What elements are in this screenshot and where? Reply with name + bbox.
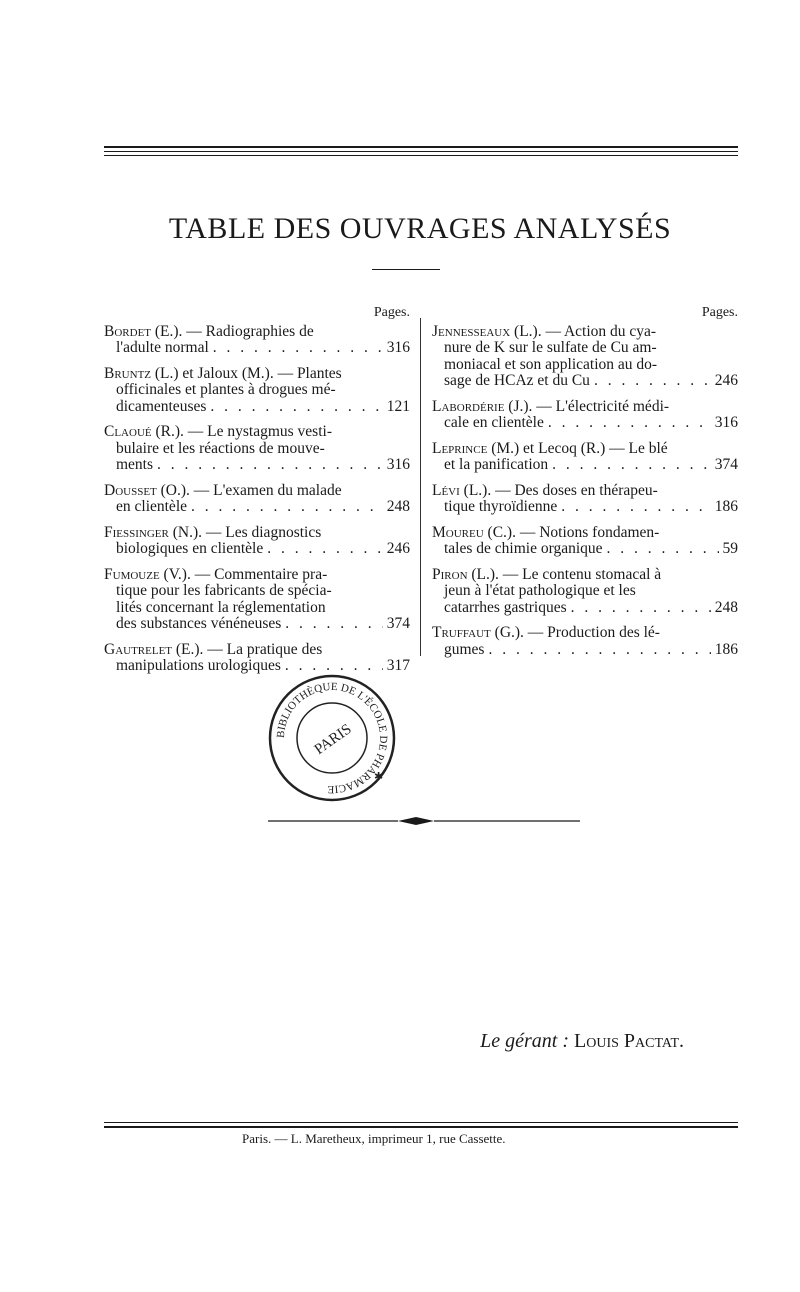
entry-text: (O.). — L'examen du malade <box>160 481 342 499</box>
bottom-rule-1 <box>104 1122 738 1123</box>
entry-text: et la panification <box>444 456 549 473</box>
entry-text: moniacal et son application au do- <box>444 355 658 373</box>
entry-text: dicamenteuses <box>116 397 207 415</box>
entry-line <box>432 340 738 357</box>
entry-line <box>432 483 738 500</box>
author-name: Bordet <box>104 322 152 340</box>
entry-last-line <box>432 541 738 558</box>
entry-text: (L.) et Jaloux (M.). — Plantes <box>154 364 342 382</box>
leader-dots <box>548 415 711 432</box>
page-number: 248 <box>386 498 410 515</box>
entry-last-line <box>104 340 410 357</box>
stamp-center: PARIS <box>311 721 355 758</box>
entry-last-line <box>104 541 410 558</box>
entry-text: bulaire et les réactions de mouve- <box>116 439 325 457</box>
leader-dots <box>285 616 382 633</box>
page-number: 316 <box>386 339 410 356</box>
leader-dots <box>157 457 383 474</box>
entry-line <box>104 424 410 441</box>
page-number: 59 <box>722 540 738 557</box>
author-name: Piron <box>432 565 468 583</box>
left-column <box>104 305 410 684</box>
author-name: Moureu <box>432 523 484 541</box>
index-entry <box>432 525 738 558</box>
entry-text: biologiques en clientèle <box>116 540 264 557</box>
index-entry <box>432 441 738 474</box>
entry-text: l'adulte normal <box>116 339 209 356</box>
entry-text: (L.). — Le contenu stomacal à <box>471 565 662 583</box>
entry-text: (R.). — Le nystagmus vesti- <box>155 423 332 440</box>
entry-text: des substances vénéneuses <box>116 615 282 632</box>
page-number: 246 <box>714 372 738 389</box>
entry-last-line <box>432 642 738 659</box>
entry-text: (M.) et Lecoq (R.) — Le blé <box>491 439 668 457</box>
imprint-line: Paris. — L. Maretheux, imprimeur 1, rue Cassette. <box>242 1131 506 1146</box>
ornament-divider <box>268 812 580 830</box>
author-name: Truffaut <box>432 624 491 641</box>
page-title: TABLE DES OUVRAGES ANALYSÉS <box>168 212 672 245</box>
title-underline <box>372 269 440 270</box>
index-entry <box>432 399 738 432</box>
entry-text: sage de HCAz et du Cu <box>444 372 590 389</box>
leader-dots <box>607 541 719 558</box>
author-name: Fiessinger <box>104 523 169 541</box>
entry-text: (L.). — Action du cya- <box>514 322 657 340</box>
entry-last-line <box>104 399 410 416</box>
gerant-name: Louis Pactat. <box>574 1030 684 1052</box>
entry-text: (E.). — Radiographies de <box>154 322 314 340</box>
entry-last-line <box>432 499 738 516</box>
entry-text: tique pour les fabricants de spécia- <box>116 582 332 599</box>
entry-last-line <box>104 499 410 516</box>
entry-line <box>432 357 738 374</box>
author-name: Fumouze <box>104 565 160 583</box>
author-name: Lévi <box>432 481 460 499</box>
index-entry <box>104 567 410 633</box>
index-entry <box>104 424 410 474</box>
entry-line <box>104 525 410 542</box>
entry-text: tales de chimie organique <box>444 540 603 557</box>
gerant-signature <box>480 1030 684 1053</box>
entry-text: (C.). — Notions fondamen- <box>487 523 660 541</box>
entry-line <box>104 382 410 399</box>
leader-dots <box>561 499 711 516</box>
page-number: 317 <box>386 657 410 674</box>
entry-line <box>432 441 738 458</box>
entry-last-line <box>432 600 738 617</box>
entry-last-line <box>432 457 738 474</box>
entry-line <box>432 399 738 416</box>
entry-text: (V.). — Commentaire pra- <box>163 565 328 583</box>
entry-text: (L.). — Des doses en thérapeu- <box>463 481 658 499</box>
entry-text: ments <box>116 456 154 473</box>
leader-dots <box>267 541 383 558</box>
entry-line <box>104 642 410 659</box>
index-entry <box>104 483 410 516</box>
top-rule-2 <box>104 151 738 152</box>
stamp-ring-path: BIBLIOTHÈQUE DE L'ÉCOLE DE PHARMACIE <box>274 680 390 796</box>
page-number: 316 <box>386 456 410 473</box>
stamp-star: ✱ <box>374 771 384 783</box>
entry-line <box>104 600 410 617</box>
entry-text: (J.). — L'électricité médi- <box>508 397 670 415</box>
entry-line <box>104 567 410 584</box>
page-number: 186 <box>714 498 738 515</box>
leader-dots <box>191 499 383 516</box>
page-number: 316 <box>714 414 738 431</box>
entry-line <box>432 625 738 642</box>
library-stamp <box>262 668 402 808</box>
gerant-label: Le gérant : <box>480 1030 569 1052</box>
entry-text: (G.). — Production des lé- <box>494 624 660 641</box>
entry-last-line <box>104 616 410 633</box>
page-number: 246 <box>386 540 410 557</box>
author-name: Jennesseaux <box>432 322 511 340</box>
page-number: 248 <box>714 598 738 616</box>
entry-line <box>432 324 738 341</box>
page-number: 374 <box>714 456 738 473</box>
pages-header-left: Pages. <box>373 305 410 320</box>
leader-dots <box>488 642 710 659</box>
leader-dots <box>571 600 711 617</box>
entry-line <box>104 324 410 341</box>
entry-text: catarrhes gastriques <box>444 598 567 616</box>
entry-line <box>432 583 738 600</box>
author-name: Labordérie <box>432 397 505 415</box>
leader-dots <box>552 457 711 474</box>
entry-text: nure de K sur le sulfate de Cu am- <box>444 339 657 356</box>
leader-dots <box>210 399 382 416</box>
entry-text: en clientèle <box>116 498 187 515</box>
entry-text: cale en clientèle <box>444 414 544 431</box>
page-number: 121 <box>386 397 410 415</box>
author-name: Claoué <box>104 423 152 440</box>
pages-header-right: Pages. <box>701 305 738 320</box>
entry-text: manipulations urologiques <box>116 657 281 674</box>
index-entry <box>104 525 410 558</box>
entry-text: (E.). — La pratique des <box>175 640 323 658</box>
index-entry <box>432 625 738 658</box>
entry-line <box>104 483 410 500</box>
page-number: 374 <box>386 615 410 632</box>
leader-dots <box>213 340 383 357</box>
index-entry <box>432 324 738 390</box>
entry-last-line <box>432 373 738 390</box>
entry-line <box>104 366 410 383</box>
entry-text: jeun à l'état pathologique et les <box>444 582 636 599</box>
entry-last-line <box>432 415 738 432</box>
entry-text: (N.). — Les diagnostics <box>172 523 322 541</box>
index-entry <box>432 567 738 617</box>
entry-last-line <box>104 457 410 474</box>
entry-text: gumes <box>444 640 485 658</box>
entry-line <box>432 567 738 584</box>
bottom-rule-2 <box>104 1126 738 1128</box>
entry-line <box>104 441 410 458</box>
entry-text: officinales et plantes à drogues mé- <box>116 381 336 398</box>
top-rule-1 <box>104 146 738 148</box>
index-entry <box>432 483 738 516</box>
entry-text: lités concernant la réglementation <box>116 598 326 616</box>
entry-text: tique thyroïdienne <box>444 498 558 515</box>
author-name: Leprince <box>432 439 488 457</box>
leader-dots <box>594 373 711 390</box>
entry-line <box>432 525 738 542</box>
top-rule-3 <box>104 155 738 156</box>
page-number: 186 <box>714 640 738 658</box>
entry-line <box>104 583 410 600</box>
index-entry <box>104 324 410 357</box>
right-column <box>432 305 738 667</box>
column-separator <box>420 318 421 656</box>
author-name: Bruntz <box>104 364 152 382</box>
author-name: Dousset <box>104 481 157 499</box>
author-name: Gautrelet <box>104 640 173 658</box>
index-entry <box>104 366 410 416</box>
